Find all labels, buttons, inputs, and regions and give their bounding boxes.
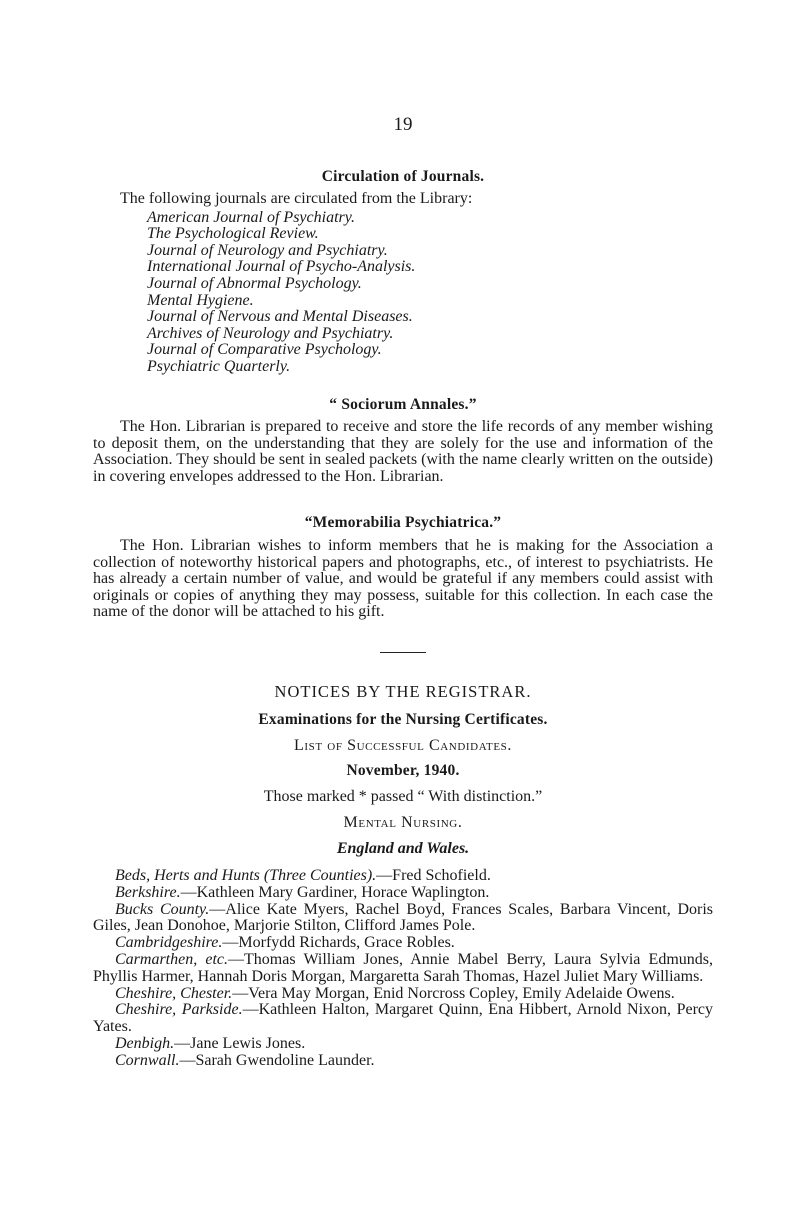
journals-intro: The following journals are circulated from the Library:	[120, 190, 473, 207]
journals-section	[93, 168, 713, 376]
entry-names: —Vera May Morgan, Enid Norcross Copley, Emily Adelaide Owens.	[232, 984, 675, 1002]
candidate-list	[93, 868, 713, 1070]
memorabilia-section	[93, 514, 713, 621]
journal-item: International Journal of Psycho-Analysis.	[147, 258, 416, 276]
entry-place: Cheshire, Chester.	[115, 984, 233, 1002]
entry-place: Denbigh.	[115, 1034, 175, 1052]
page-number: 19	[393, 114, 413, 135]
entry-names: —Alice Kate Myers, Rachel Boyd, Frances Scales, Barbara Vincent, Doris Giles, Jean Donohoe, Marjorie Stilton, Clifford James Pole.	[93, 900, 713, 935]
sociorum-section	[93, 396, 713, 485]
memorabilia-body: The Hon. Librarian wishes to inform members that he is making for the Association a collection of noteworthy historical papers and photographs, etc., of interest to psychiatrists. He has already a certain number of value, and would be grateful if any members could assist with originals or copies of anything they may possess, suitable for this collection. In each case the name of the donor will be attached to his gift.	[93, 537, 713, 621]
sociorum-body: The Hon. Librarian is prepared to receive and store the life records of any member wishing to deposit them, on the understanding that they are solely for the use and information of the Association. They should be sent in sealed packets (with the name clearly written on the outside) in covering envelopes addressed to the Hon. Librarian.	[93, 418, 713, 485]
journal-item: Mental Hygiene.	[147, 291, 254, 309]
journals-heading: Circulation of Journals.	[321, 168, 485, 185]
list-item	[93, 952, 713, 986]
journal-item: Journal of Abnormal Psychology.	[147, 274, 362, 292]
registrar-section	[93, 682, 713, 1070]
journal-item: Journal of Neurology and Psychiatry.	[147, 241, 388, 259]
registrar-subtitle: Examinations for the Nursing Certificates.	[258, 711, 548, 728]
memorabilia-heading: “Memorabilia Psychiatrica.”	[304, 514, 502, 531]
exam-date: November, 1940.	[346, 762, 460, 779]
journal-item: Psychiatric Quarterly.	[147, 357, 291, 375]
list-item	[93, 868, 713, 885]
category-heading: Mental Nursing.	[343, 814, 463, 831]
registrar-title: NOTICES BY THE REGISTRAR.	[274, 682, 532, 701]
journal-item: American Journal of Psychiatry.	[147, 208, 355, 226]
journal-item: Archives of Neurology and Psychiatry.	[147, 324, 394, 342]
section-divider	[93, 652, 713, 653]
list-item	[93, 986, 713, 1003]
journal-list	[147, 210, 713, 376]
entry-names: —Sarah Gwendoline Launder.	[179, 1051, 375, 1069]
list-item	[93, 935, 713, 952]
entry-place: Cornwall.	[115, 1051, 180, 1069]
list-item	[93, 902, 713, 936]
journal-item: Journal of Comparative Psychology.	[147, 341, 382, 359]
list-item	[93, 1053, 713, 1070]
journal-item: Journal of Nervous and Mental Diseases.	[147, 308, 413, 326]
entry-place: Beds, Herts and Hunts (Three Counties).	[115, 867, 377, 884]
entry-names: —Jane Lewis Jones.	[174, 1034, 306, 1052]
entry-names: —Morfydd Richards, Grace Robles.	[222, 934, 455, 952]
entry-place: Cheshire, Parkside.	[115, 1001, 243, 1019]
distinction-note: Those marked * passed “ With distinction.”	[263, 788, 543, 805]
entry-names: —Kathleen Mary Gardiner, Horace Waplington.	[180, 883, 490, 901]
entry-place: Carmarthen, etc.	[115, 950, 229, 968]
entry-place: Bucks County.	[115, 900, 210, 918]
list-item	[93, 1036, 713, 1053]
divider-rule	[380, 652, 426, 653]
region-heading: England and Wales.	[336, 840, 470, 857]
entry-place: Berkshire.	[115, 883, 181, 901]
list-title: List of Successful Candidates.	[294, 737, 512, 754]
list-item	[93, 885, 713, 902]
journal-item: The Psychological Review.	[147, 225, 319, 243]
entry-names: —Fred Schofield.	[376, 867, 491, 884]
sociorum-heading: “ Sociorum Annales.”	[329, 396, 477, 413]
entry-names: —Kathleen Halton, Margaret Quinn, Ena Hibbert, Arnold Nixon, Percy Yates.	[93, 1001, 713, 1036]
entry-place: Cambridgeshire.	[115, 934, 223, 952]
entry-names: —Thomas William Jones, Annie Mabel Berry, Laura Sylvia Edmunds, Phyllis Harmer, Hannah Doris Morgan, Margaretta Sarah Thomas, Hazel Juliet Mary Williams.	[93, 950, 713, 985]
list-item	[93, 1002, 713, 1036]
